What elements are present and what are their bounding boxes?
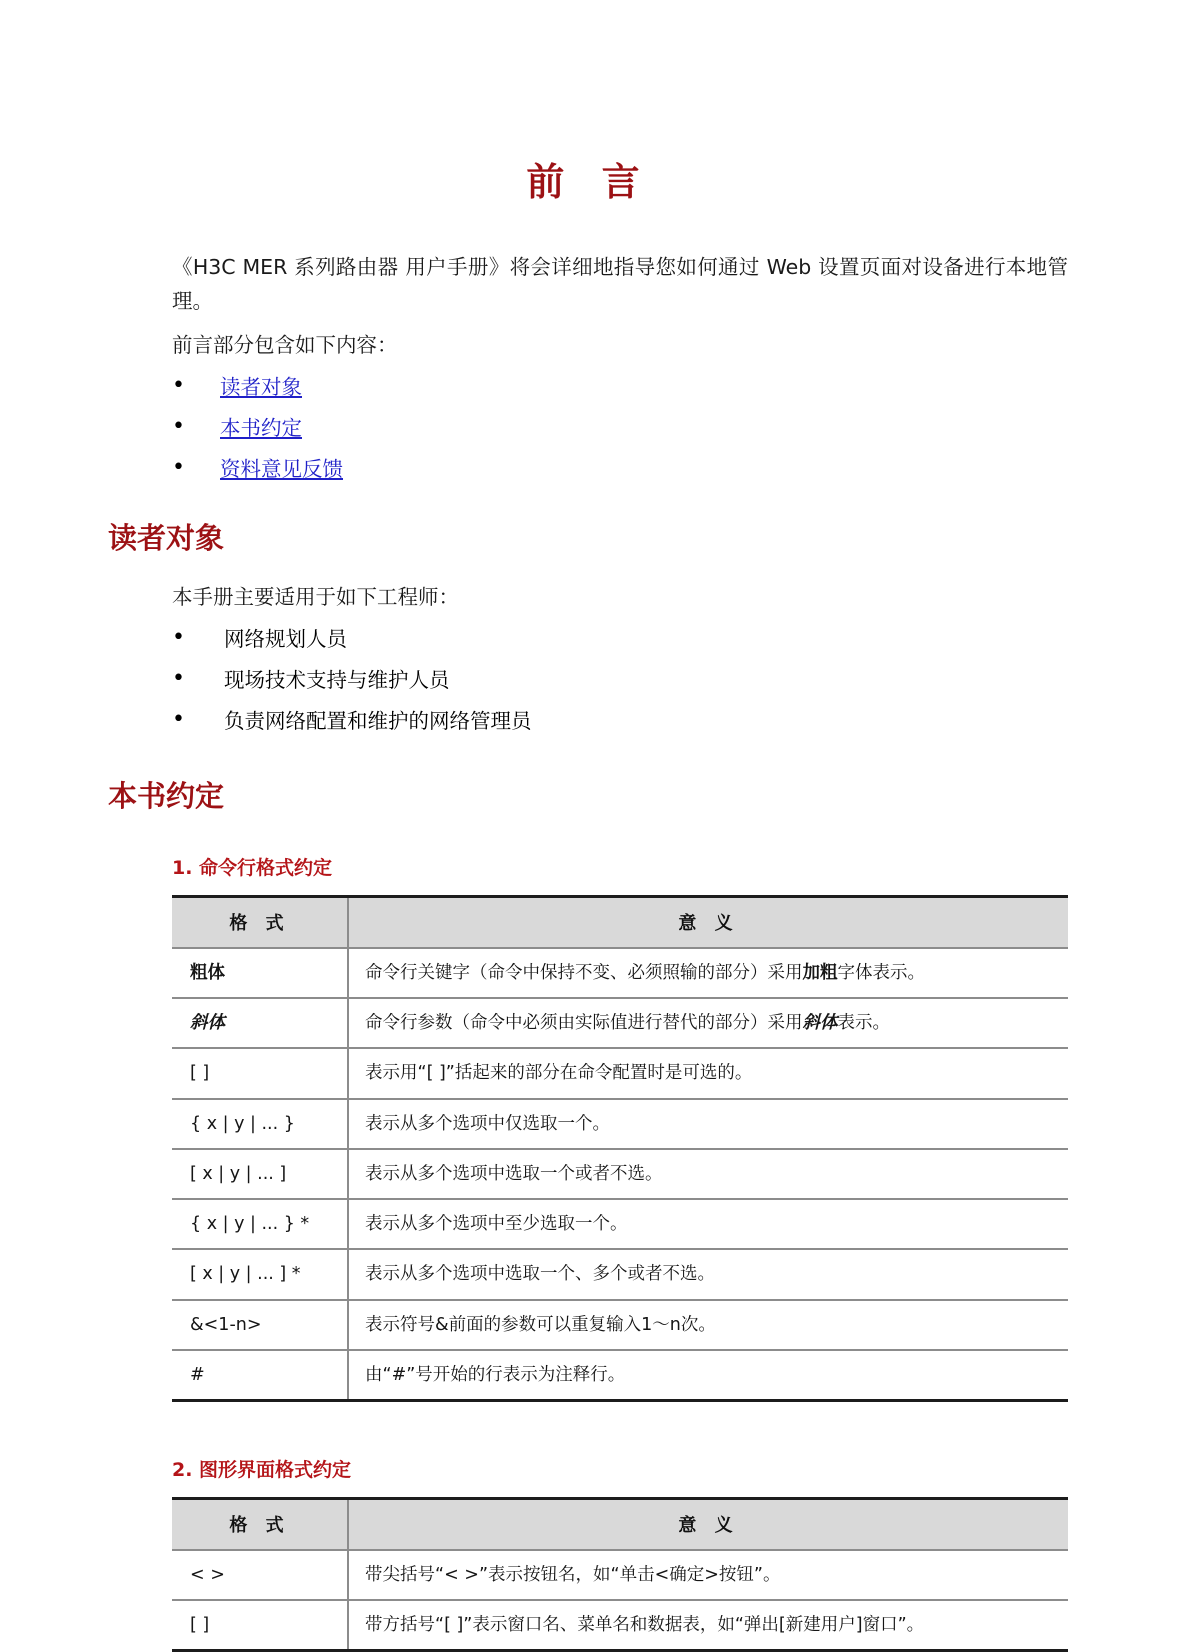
cell-format (172, 948, 348, 998)
cell-meaning-text: 斜体 (802, 1013, 838, 1034)
cell-format-text: [ x | y | ... ] * (190, 1264, 301, 1285)
list-item: • 现场技术支持与维护人员 (172, 663, 1178, 697)
table-row (172, 998, 1068, 1048)
cell-meaning-text: 表示。 (837, 1013, 890, 1034)
toc-link-conventions[interactable]: 本书约定 (220, 415, 302, 440)
list-item (172, 411, 1068, 445)
cell-meaning-text: 表示用“[ ]”括起来的部分在命令配置时是可选的。 (365, 1063, 753, 1084)
section-heading-readers: 读者对象 (108, 520, 225, 555)
cell-meaning (348, 1149, 1068, 1199)
cell-meaning (348, 1550, 1068, 1600)
cell-meaning (348, 1600, 1068, 1651)
cell-format-text: [ ] (190, 1614, 210, 1635)
cli-format-table (172, 895, 1068, 1402)
cell-format (172, 1249, 348, 1299)
cell-format-text: [ x | y | ... ] (190, 1163, 287, 1184)
cell-meaning (348, 1300, 1068, 1350)
table-row (172, 1350, 1068, 1401)
toc-link-readers[interactable]: 读者对象 (220, 374, 302, 399)
cell-format-text: 斜体 (190, 1013, 225, 1034)
cell-format (172, 998, 348, 1048)
cell-format-text: 粗体 (190, 962, 225, 983)
cell-format-text: { x | y | ... } (190, 1113, 295, 1134)
list-item (172, 370, 1068, 404)
table-row (172, 1149, 1068, 1199)
cell-format (172, 1350, 348, 1401)
cell-meaning-text: 带尖括号“< >”表示按钮名，如“单击<确定>按钮”。 (365, 1564, 781, 1585)
gui-format-table (172, 1497, 1068, 1652)
cell-meaning-text: 表示符号&前面的参数可以重复输入1～n次。 (365, 1314, 716, 1335)
cell-meaning-text: 加粗 (802, 962, 838, 983)
readers-bullet-list (172, 622, 1178, 738)
cell-meaning (348, 1048, 1068, 1098)
cell-format (172, 1099, 348, 1149)
gui-format-table-body (172, 1550, 1068, 1651)
table-row (172, 948, 1068, 998)
cell-meaning (348, 948, 1068, 998)
cell-format-text: [ ] (190, 1063, 210, 1084)
cell-format-text: # (190, 1364, 205, 1385)
toc-link-feedback[interactable]: 资料意见反馈 (220, 456, 343, 481)
cell-format-text: &<1-n> (190, 1314, 262, 1335)
intro-paragraph-2: 前言部分包含如下内容： (172, 332, 398, 357)
subsection-heading-gui-format: 2. 图形界面格式约定 (172, 1459, 352, 1482)
cell-meaning (348, 1249, 1068, 1299)
cell-meaning-text: 命令行关键字（命令中保持不变、必须照输的部分）采用 (365, 962, 803, 983)
intro-paragraph-1: 《H3C MER 系列路由器 用户手册》将会详细地指导您如何通过 Web 设置页面对设备进行本地管理。 (172, 254, 1068, 313)
table-header-row (172, 896, 1068, 948)
table-row (172, 1199, 1068, 1249)
column-header-meaning: 意 义 (348, 896, 1068, 948)
table-row (172, 1048, 1068, 1098)
cell-format-text: { x | y | ... } * (190, 1214, 310, 1235)
cell-meaning-text: 表示从多个选项中至少选取一个。 (365, 1214, 628, 1235)
cell-meaning-text: 字体表示。 (837, 962, 925, 983)
subsection-heading-cli-format: 1. 命令行格式约定 (172, 857, 333, 880)
table-header-row (172, 1498, 1068, 1550)
cell-format-text: < > (190, 1564, 225, 1585)
list-item: • 网络规划人员 (172, 622, 1178, 656)
table-row (172, 1600, 1068, 1651)
cell-format (172, 1550, 348, 1600)
cell-meaning-text: 表示从多个选项中仅选取一个。 (365, 1113, 610, 1134)
cell-meaning-text: 带方括号“[ ]”表示窗口名、菜单名和数据表，如“弹出[新建用户]窗口”。 (365, 1614, 925, 1635)
cell-format (172, 1149, 348, 1199)
column-header-format: 格 式 (172, 1498, 348, 1550)
cell-meaning (348, 1199, 1068, 1249)
cell-meaning (348, 998, 1068, 1048)
column-header-format: 格 式 (172, 896, 348, 948)
section-heading-conventions: 本书约定 (108, 778, 225, 813)
cell-meaning-text: 表示从多个选项中选取一个、多个或者不选。 (365, 1264, 715, 1285)
cell-format (172, 1048, 348, 1098)
table-row (172, 1550, 1068, 1600)
column-header-meaning: 意 义 (348, 1498, 1068, 1550)
cell-meaning (348, 1350, 1068, 1401)
cli-format-table-body (172, 948, 1068, 1401)
toc-link-list (172, 370, 1068, 486)
cell-meaning-text: 由“#”号开始的行表示为注释行。 (365, 1364, 626, 1385)
table-row (172, 1249, 1068, 1299)
readers-lead-text: 本手册主要适用于如下工程师： (172, 584, 459, 609)
cell-meaning (348, 1099, 1068, 1149)
list-item: • 负责网络配置和维护的网络管理员 (172, 704, 1178, 738)
cell-meaning-text: 表示从多个选项中选取一个或者不选。 (365, 1163, 663, 1184)
cell-format (172, 1600, 348, 1651)
cell-format (172, 1300, 348, 1350)
list-item (172, 452, 1068, 486)
cell-meaning-text: 命令行参数（命令中必须由实际值进行替代的部分）采用 (365, 1013, 803, 1034)
table-row (172, 1099, 1068, 1149)
cell-format (172, 1199, 348, 1249)
readers-content (0, 580, 1178, 738)
intro-block (0, 250, 1178, 486)
page-title: 前 言 (526, 160, 652, 204)
table-row (172, 1300, 1068, 1350)
